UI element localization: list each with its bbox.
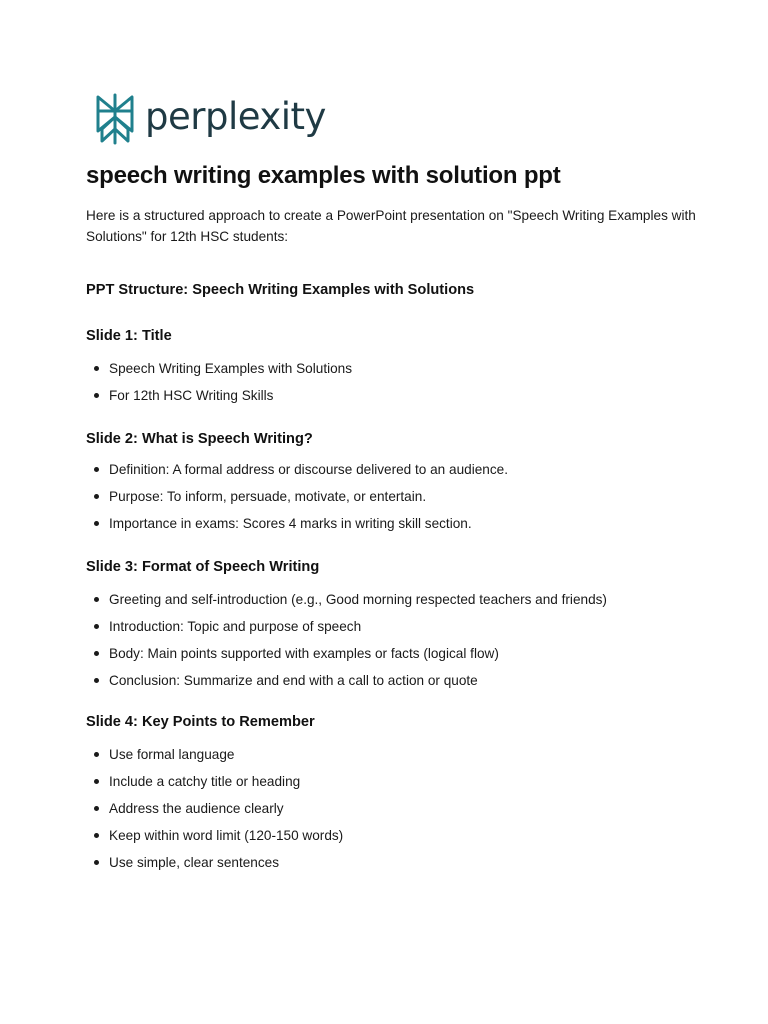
list-item-text: Use formal language [109, 747, 235, 762]
list-item-text: Include a catchy title or heading [109, 774, 301, 789]
list-item-text: Use simple, clear sentences [109, 855, 279, 870]
list-item [86, 586, 607, 613]
perplexity-logo-icon [94, 93, 136, 145]
perplexity-wordmark: perplexity [145, 94, 326, 138]
perplexity-logo [94, 93, 326, 145]
list-item-text: Introduction: Topic and purpose of speech [109, 619, 362, 634]
bullet-icon [94, 597, 99, 602]
page-title: speech writing examples with solution ppt [86, 162, 561, 189]
intro-paragraph: Here is a structured approach to create a PowerPoint presentation on "Speech Writing Examples with Solutions" for 12th HSC students: [86, 208, 696, 244]
bullet-icon [94, 833, 99, 838]
bullet-icon [94, 366, 99, 371]
bullet-icon [94, 494, 99, 499]
list-item-text: Address the audience clearly [109, 801, 284, 816]
list-item [86, 613, 607, 640]
list-item [86, 795, 343, 822]
structure-heading: PPT Structure: Speech Writing Examples with Solutions [86, 282, 475, 298]
slide-2-heading: Slide 2: What is Speech Writing? [86, 431, 313, 447]
list-item [86, 456, 508, 483]
bullet-icon [94, 779, 99, 784]
list-item [86, 483, 508, 510]
list-item [86, 667, 607, 694]
list-item [86, 849, 343, 876]
list-item-text: Keep within word limit (120-150 words) [109, 828, 344, 843]
bullet-icon [94, 860, 99, 865]
list-item-text: Importance in exams: Scores 4 marks in writing skill section. [109, 516, 472, 531]
bullet-icon [94, 624, 99, 629]
list-item-text: For 12th HSC Writing Skills [109, 388, 274, 403]
list-item-text: Purpose: To inform, persuade, motivate, or entertain. [109, 489, 427, 504]
bullet-icon [94, 806, 99, 811]
list-item [86, 510, 508, 537]
slide-1-list [86, 355, 352, 409]
list-item-text: Definition: A formal address or discourse delivered to an audience. [109, 462, 508, 477]
slide-4-heading: Slide 4: Key Points to Remember [86, 714, 315, 730]
bullet-icon [94, 752, 99, 757]
list-item [86, 382, 352, 409]
slide-3-list [86, 586, 607, 694]
list-item [86, 355, 352, 382]
bullet-icon [94, 521, 99, 526]
list-item-text: Body: Main points supported with examples or facts (logical flow) [109, 646, 499, 661]
list-item [86, 741, 343, 768]
slide-3-heading: Slide 3: Format of Speech Writing [86, 559, 320, 575]
slide-2-list [86, 456, 508, 537]
bullet-icon [94, 467, 99, 472]
bullet-icon [94, 651, 99, 656]
list-item [86, 768, 343, 795]
list-item-text: Conclusion: Summarize and end with a call to action or quote [109, 673, 478, 688]
list-item [86, 822, 343, 849]
bullet-icon [94, 393, 99, 398]
list-item-text: Greeting and self-introduction (e.g., Good morning respected teachers and friends) [109, 592, 607, 607]
bullet-icon [94, 678, 99, 683]
list-item-text: Speech Writing Examples with Solutions [109, 361, 353, 376]
slide-1-heading: Slide 1: Title [86, 328, 172, 344]
list-item [86, 640, 607, 667]
slide-4-list [86, 741, 343, 876]
